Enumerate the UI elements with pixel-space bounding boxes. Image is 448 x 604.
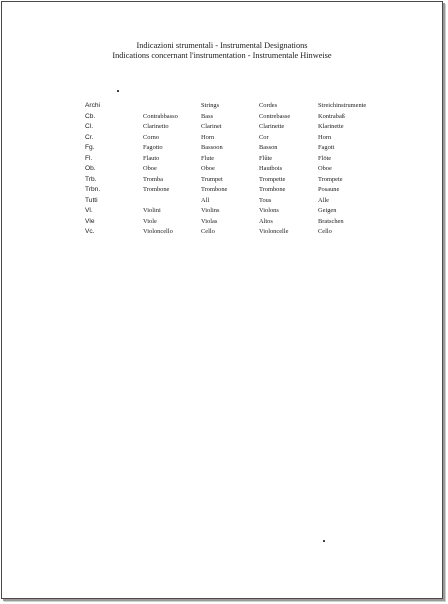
french-cell: Flûte (259, 154, 273, 162)
table-row-oboe (2, 164, 442, 175)
german-cell: Horn (318, 133, 332, 141)
table-row-flauto (2, 154, 442, 165)
italian-cell: Corno (143, 133, 159, 141)
table-row-clarinetto (2, 122, 442, 133)
table-row-tutti (2, 196, 442, 207)
table-row-archi (2, 101, 442, 112)
french-cell: Violons (259, 207, 279, 214)
abbreviation-cell: Archi (85, 102, 101, 109)
english-cell: Violas (201, 217, 218, 225)
italian-cell: Violoncello (143, 228, 173, 235)
table-row-trombone (2, 185, 442, 196)
abbreviation-cell: Tutti (85, 196, 98, 204)
table-row-violoncello (2, 227, 442, 238)
page-title-line-1: Indicazioni strumentali - Instrumental Designations (136, 41, 308, 50)
table-row-viole (2, 217, 442, 228)
french-cell: Clarinette (259, 123, 285, 130)
abbreviation-cell: Vle (85, 217, 95, 225)
english-cell: Cello (201, 228, 215, 235)
french-cell: Contrebasse (259, 112, 291, 120)
german-cell: Kontrabaß (318, 112, 345, 120)
abbreviation-cell: Trbn. (85, 186, 101, 193)
french-cell: Basson (259, 144, 278, 151)
french-cell: Trombone (259, 186, 286, 193)
french-cell: Tous (259, 196, 272, 204)
italian-cell: Trombone (143, 186, 170, 193)
german-cell: Trompete (318, 175, 343, 183)
italian-cell: Contrabbasso (143, 112, 178, 120)
abbreviation-cell: Cr. (85, 133, 94, 141)
french-cell: Hautbois (259, 165, 283, 172)
german-cell: Fagott (318, 144, 335, 151)
score-page (1, 1, 443, 599)
english-cell: All (201, 196, 210, 204)
english-cell: Bassoon (201, 144, 223, 151)
english-cell: Bass (201, 112, 214, 120)
english-cell: Flute (201, 154, 215, 162)
italian-cell: Oboe (143, 165, 157, 172)
german-cell: Oboe (318, 165, 332, 172)
french-cell: Trompette (259, 175, 286, 183)
english-cell: Violins (201, 207, 220, 214)
abbreviation-cell: Cl. (85, 123, 94, 130)
abbreviation-cell: Ob. (85, 165, 96, 172)
french-cell: Violoncelle (259, 228, 289, 235)
german-cell: Streichinstrumente (318, 102, 367, 109)
english-cell: Oboe (201, 165, 215, 172)
abbreviation-cell: Fl. (85, 154, 93, 162)
german-cell: Klarinette (318, 123, 344, 130)
english-cell: Horn (201, 133, 215, 141)
english-cell: Trombone (201, 186, 228, 193)
italian-cell: Violini (143, 207, 161, 214)
instrument-table (2, 101, 442, 238)
italian-cell: Viole (143, 217, 157, 225)
german-cell: Flöte (318, 154, 332, 162)
abbreviation-cell: Trb. (85, 175, 97, 183)
abbreviation-cell: Cb. (85, 112, 96, 120)
german-cell: Alle (318, 196, 330, 204)
scan-speck (117, 90, 119, 92)
table-row-fagotto (2, 143, 442, 154)
abbreviation-cell: Fg. (85, 144, 95, 151)
scan-speck (323, 540, 325, 542)
table-row-tromba (2, 175, 442, 186)
abbreviation-cell: Vl. (85, 207, 93, 214)
french-cell: Cordes (259, 102, 278, 109)
french-cell: Altos (259, 217, 273, 225)
abbreviation-cell: Vc. (85, 228, 95, 235)
german-cell: Posaune (318, 186, 340, 193)
table-row-corno (2, 133, 442, 144)
english-cell: Strings (201, 102, 220, 109)
german-cell: Geigen (318, 207, 337, 214)
page-title-line-2: Indications concernant l'instrumentation - Instrumentale Hinweise (112, 51, 332, 60)
italian-cell: Clarinetto (143, 123, 169, 130)
german-cell: Bratschen (318, 217, 344, 225)
table-row-violini (2, 206, 442, 217)
english-cell: Clarinet (201, 123, 222, 130)
italian-cell: Tromba (143, 175, 164, 183)
english-cell: Trumpet (201, 175, 223, 183)
german-cell: Cello (318, 228, 332, 235)
french-cell: Cor (259, 133, 269, 141)
italian-cell: Fagotto (143, 144, 163, 151)
italian-cell: Flauto (143, 154, 160, 162)
table-row-contrabbasso (2, 112, 442, 123)
